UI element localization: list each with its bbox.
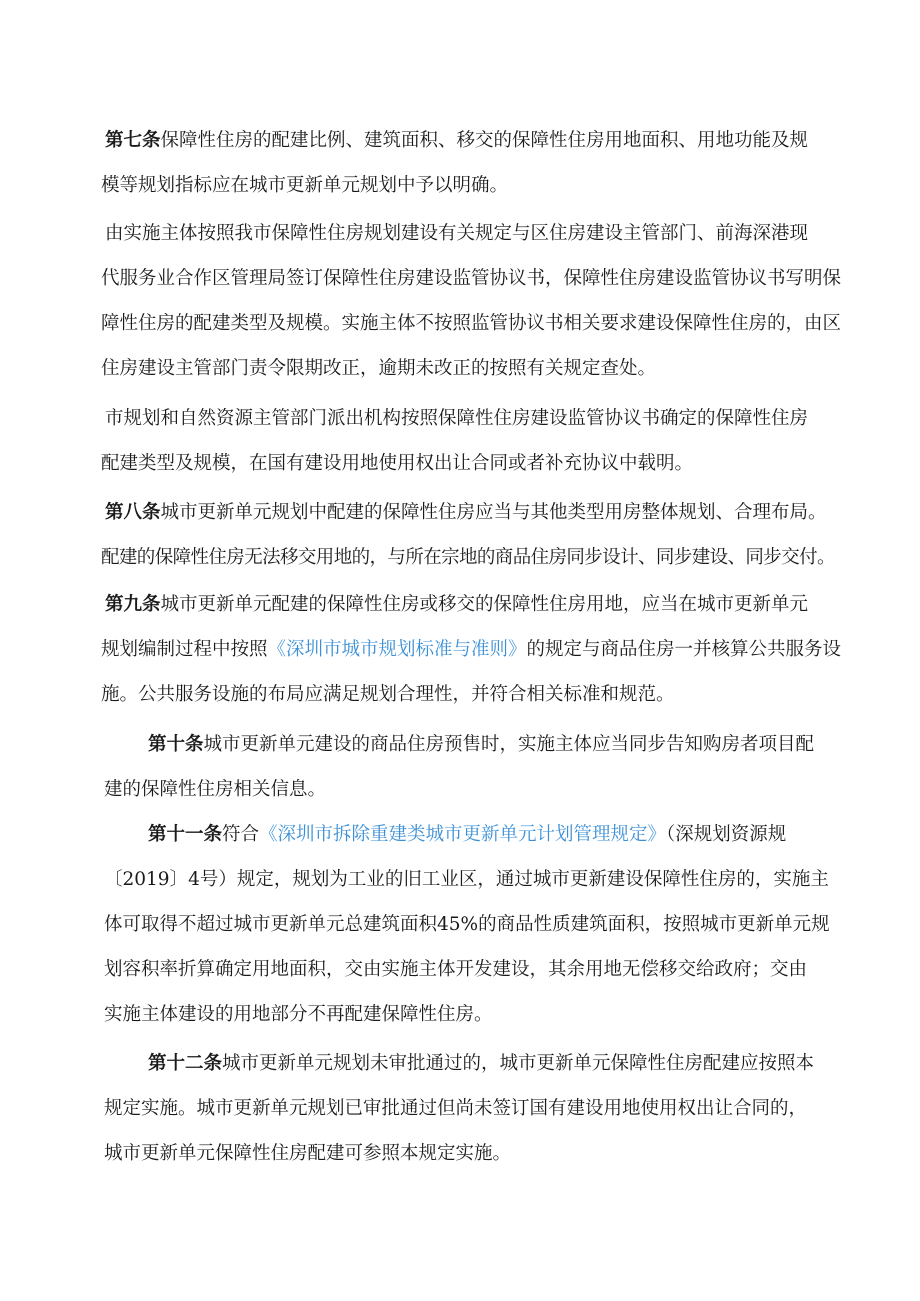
article-10: [104, 722, 908, 812]
article-12-line-1: [148, 1041, 908, 1086]
article-10-text-1: 城市更新单元建设的商品住房预售时，实施主体应当同步告知购房者项目配: [203, 734, 815, 755]
article-8-line-2: 配建的保障性住房无法移交用地的，与所在宗地的商品住房同步设计、同步建设、同步交付。: [101, 547, 835, 568]
article-11: [104, 812, 908, 1037]
article-11-line-1: [148, 812, 908, 857]
article-11-text-1b: （深规划资源规: [666, 824, 787, 845]
article-7-p2-line-1: 由实施主体按照我市保障性住房规划建设有关规定与区住房建设主管部门、前海深港现: [105, 223, 809, 244]
article-10-heading: 第十条: [148, 734, 204, 755]
article-7-line-1: [105, 118, 895, 163]
standards-reference-link[interactable]: 《深圳市城市规划标准与准则》: [267, 639, 527, 660]
article-11-line-4: 划容积率折算确定用地面积，交由实施主体开发建设，其余用地无偿移交给政府；交由: [104, 959, 808, 980]
article-8-heading: 第八条: [105, 502, 161, 523]
article-9-heading: 第九条: [105, 594, 161, 615]
article-9-line-3: 施。公共服务设施的布局应满足规划合理性，并符合相关标准和规范。: [101, 684, 675, 705]
article-12-text-1: 城市更新单元规划未审批通过的，城市更新单元保障性住房配建应按照本: [222, 1053, 815, 1074]
article-7-line-2: 模等规划指标应在城市更新单元规划中予以明确。: [101, 175, 509, 196]
article-11-line-2: 〔2019〕4号）规定，规划为工业的旧工业区，通过城市更新建设保障性住房的，实施主: [104, 869, 829, 890]
article-7-p3-line-1: 市规划和自然资源主管部门派出机构按照保障性住房建设监管协议书确定的保障性住房: [105, 408, 809, 429]
article-9-text-2b: 的规定与商品住房一并核算公共服务设: [526, 639, 842, 660]
article-9-text-1: 城市更新单元配建的保障性住房或移交的保障性住房用地，应当在城市更新单元: [160, 594, 809, 615]
article-8: [101, 490, 905, 580]
article-7-p3-line-2: 配建类型及规模，在国有建设用地使用权出让合同或者补充协议中载明。: [101, 453, 694, 474]
article-11-line-5: 实施主体建设的用地部分不再配建保障性住房。: [104, 1004, 493, 1025]
article-11-heading: 第十一条: [148, 824, 223, 845]
article-7-p2-line-2: 代服务业合作区管理局签订保障性住房建设监管协议书，保障性住房建设监管协议书写明保: [101, 268, 842, 289]
article-11-text-1a: 符合: [222, 824, 260, 845]
article-9-text-2a: 规划编制过程中按照: [101, 639, 268, 660]
article-10-line-1: [148, 722, 908, 767]
article-8-line-1: [105, 490, 905, 535]
article-10-line-2: 建的保障性住房相关信息。: [104, 779, 327, 800]
article-7-text-1: 保障性住房的配建比例、建筑面积、移交的保障性住房用地面积、用地功能及规: [160, 130, 809, 151]
article-12-heading: 第十二条: [148, 1053, 223, 1074]
article-12-line-3: 城市更新单元保障性住房配建可参照本规定实施。: [104, 1143, 512, 1164]
article-7-p2-line-4: 住房建设主管部门责令限期改正，逾期未改正的按照有关规定查处。: [101, 358, 657, 379]
article-8-text-1: 城市更新单元规划中配建的保障性住房应当与其他类型用房整体规划、合理布局。: [160, 502, 827, 523]
article-7-p2-line-3: 障性住房的配建类型及规模。实施主体不按照监管协议书相关要求建设保障性住房的，由区: [101, 313, 842, 334]
article-7-paragraph-3: [101, 396, 895, 486]
article-7: [101, 118, 895, 208]
article-9: [101, 582, 895, 717]
article-11-line-3: 体可取得不超过城市更新单元总建筑面积45%的商品性质建筑面积，按照城市更新单元规: [104, 914, 830, 935]
plan-management-reference-link[interactable]: 《深圳市拆除重建类城市更新单元计划管理规定》: [259, 824, 667, 845]
article-7-paragraph-2: [101, 211, 895, 391]
article-9-line-1: [105, 582, 895, 627]
article-9-line-2: [101, 627, 895, 672]
article-7-heading: 第七条: [105, 130, 161, 151]
article-12: [104, 1041, 908, 1176]
article-12-line-2: 规定实施。城市更新单元规划已审批通过但尚未签订国有建设用地使用权出让合同的，: [104, 1098, 808, 1119]
